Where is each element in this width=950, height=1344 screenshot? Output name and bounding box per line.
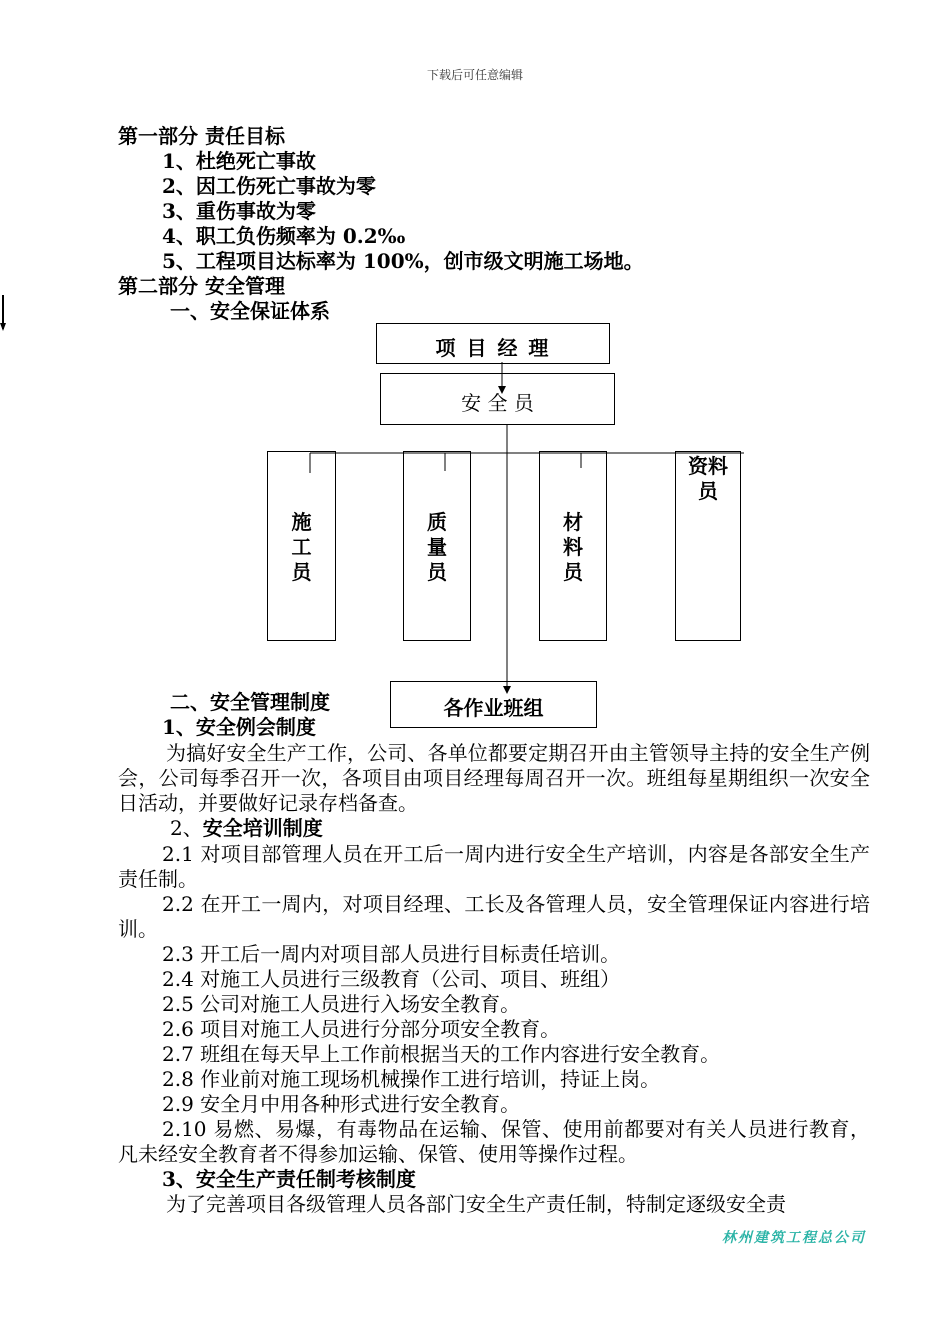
- section2-title: 二、安全管理制度: [170, 690, 330, 714]
- subsection-title: 1、安全例会制度: [162, 715, 316, 739]
- org-box-label: 材 料 员: [563, 510, 583, 584]
- subsection-number: 2、: [170, 816, 203, 840]
- part1-title: 第一部分 责任目标: [118, 124, 285, 148]
- goal-item: 5、工程项目达标率为 100%，创市级文明施工场地。: [162, 249, 644, 273]
- org-box-documents: [675, 451, 741, 641]
- paragraph: 为搞好安全生产工作，公司、各单位都要定期召开由主管领导主持的安全生产例会，公司每季召开一次，各项目由项目经理每周召开一次。班组每星期组织一次安全日活动，并要做好记录存档备查。: [118, 741, 870, 815]
- training-item: 2.7 班组在每天早上工作前根据当天的工作内容进行安全教育。: [162, 1042, 721, 1066]
- goal-item: 3、重伤事故为零: [162, 199, 316, 223]
- org-box-materials: [539, 451, 607, 641]
- org-box-work-teams: [390, 681, 597, 728]
- part2-title: 第二部分 安全管理: [118, 274, 285, 298]
- training-item: 2.5 公司对施工人员进行入场安全教育。: [162, 992, 521, 1016]
- section1-title: 一、安全保证体系: [170, 299, 330, 323]
- org-box-construction: [267, 451, 336, 641]
- goal-item: 4、职工负伤频率为 0.2‰: [162, 224, 406, 248]
- org-box-label: 质 量 员: [427, 510, 447, 584]
- training-item: 2.2 在开工一周内，对项目经理、工长及各管理人员，安全管理保证内容进行培训。: [118, 892, 870, 941]
- training-item: 2.4 对施工人员进行三级教育（公司、项目、班组）: [162, 967, 621, 991]
- training-item: 2.10 易燃、易爆，有毒物品在运输、保管、使用前都要对有关人员进行教育，凡未经安全教育者不得参加运输、保管、使用等操作过程。: [118, 1117, 870, 1166]
- subsection-label: 安全培训制度: [202, 816, 323, 840]
- org-box-label: 施 工 员: [291, 510, 312, 584]
- subsection-title: 3、安全生产责任制考核制度: [162, 1167, 416, 1191]
- org-box-label: 安 全 员: [461, 391, 534, 415]
- training-item: 2.8 作业前对施工现场机械操作工进行培训，持证上岗。: [162, 1067, 661, 1091]
- org-box-project-manager: [376, 323, 610, 364]
- subsection-title: [170, 816, 323, 841]
- training-item: 2.1 对项目部管理人员在开工后一周内进行安全生产培训，内容是各部安全生产责任制。: [118, 842, 870, 891]
- training-item: 2.3 开工后一周内对项目部人员进行目标责任培训。: [162, 942, 621, 966]
- org-box-label: 各作业班组: [443, 696, 544, 720]
- org-box-label: 项 目 经 理: [435, 336, 551, 360]
- training-item: 2.9 安全月中用各种形式进行安全教育。: [162, 1092, 521, 1116]
- goal-item: 1、杜绝死亡事故: [162, 149, 316, 173]
- page-header: 下载后可任意编辑: [426, 68, 523, 82]
- org-box-label: 资料 员: [688, 454, 728, 503]
- goal-item: 2、因工伤死亡事故为零: [162, 174, 376, 198]
- training-item: 2.6 项目对施工人员进行分部分项安全教育。: [162, 1017, 561, 1041]
- org-box-quality: [403, 451, 471, 641]
- company-footer: 林州建筑工程总公司: [722, 1230, 866, 1246]
- paragraph: 为了完善项目各级管理人员各部门安全生产责任制，特制定逐级安全责: [166, 1192, 786, 1216]
- org-box-safety-officer: [380, 373, 615, 425]
